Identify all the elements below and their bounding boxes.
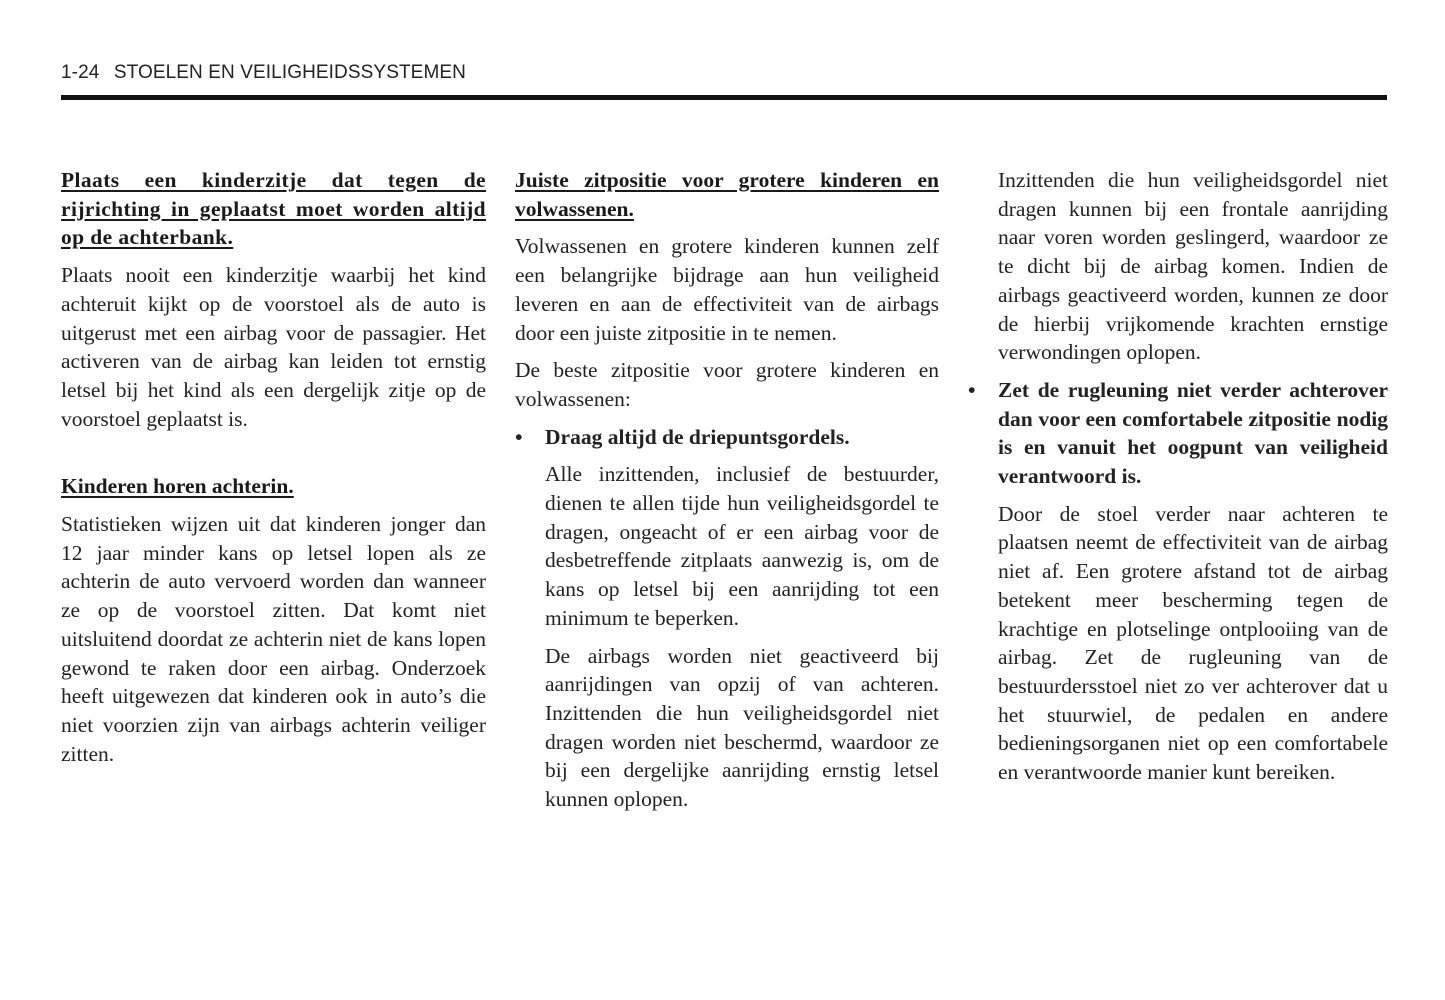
paragraph-frontal-impact: Inzittenden die hun veiligheidsgordel niet dragen kunnen bij een frontale aanrijding naar voren worden geslingerd, waardoor ze te dicht bij de airbag komen. Indien de airbags geactiveerd worden, kunnen ze door de hierbij vrijkomende krachten ernstige verwondingen oplopen. (998, 168, 1388, 365)
paragraph-adults-contribution: Volwassenen en grotere kinderen kunnen zelf een belangrijke bijdrage aan hun veiligheid leveren en aan de effectiviteit van de airbags door een juiste zitpositie in te nemen. (515, 234, 939, 345)
paragraph-all-occupants: Alle inzittenden, inclusief de bestuurder, dienen te allen tijde hun veiligheidsgordel te dragen, ongeacht of er een airbag voor de desbetreffende zitplaats aanwezig is, om de kans op letsel bij een aanrijding tot een minimum te beperken. (545, 462, 939, 630)
bullet-icon: • (968, 377, 976, 402)
column-left (61, 166, 486, 777)
bullet-text: Draag altijd de driepuntsgordels. (545, 424, 850, 449)
heading-rear-facing-seat: Plaats een kinderzitje dat tegen de rijrichting in geplaatst moet worden altijd op de achterbank. (61, 168, 486, 250)
column-middle (515, 166, 939, 823)
page-number: 1-24 (61, 62, 100, 83)
paragraph-side-impact: De airbags worden niet geactiveerd bij aanrijdingen van opzij of van achteren. Inzittenden die hun veiligheidsgordel niet dragen worden niet beschermd, waardoor ze bij een dergelijke aanrijding ernstig letsel kunnen oplopen. (545, 643, 939, 812)
column-right (968, 166, 1388, 796)
paragraph-best-position: De beste zitpositie voor grotere kinderen en volwassenen: (515, 358, 939, 411)
page-header (61, 62, 466, 84)
bullet-icon: • (515, 424, 523, 449)
spacer (61, 442, 486, 472)
bullet-backrest (968, 376, 1388, 491)
header-divider (61, 95, 1387, 100)
bullet-wear-seatbelts (515, 423, 939, 452)
heading-seating-position: Juiste zitpositie voor grotere kinderen en volwassenen. (515, 168, 939, 221)
bullet-text: Zet de rugleuning niet verder achterover dan voor een comfortabele zitpositie nodig is en vanuit het oogpunt van veiligheid verantwoord is. (998, 377, 1388, 489)
section-title: STOELEN EN VEILIGHEIDSSYSTEMEN (113, 62, 466, 83)
paragraph-rear-facing-warning: Plaats nooit een kinderzitje waarbij het kind achteruit kijkt op de voorstoel als de auto is uitgerust met een airbag voor de passagier. Het activeren van de airbag kan leiden tot ernstig letsel bij het kind als een dergelijk zitje op de voorstoel geplaatst is. (61, 263, 486, 431)
paragraph-seat-distance: Door de stoel verder naar achteren te plaatsen neemt de effectiviteit van de airbag niet af. Een grotere afstand tot de airbag betekent meer bescherming tegen de krachtige en plotselinge ontplooiing van de airbag. Zet de rugleuning van de bestuurdersstoel niet zo ver achterover dat u het stuurwiel, de pedalen en andere bedieningsorganen niet op een comfortabele en verantwoorde manier kunt bereiken. (998, 501, 1388, 785)
heading-children-in-back: Kinderen horen achterin. (61, 474, 294, 499)
paragraph-statistics: Statistieken wijzen uit dat kinderen jonger dan 12 jaar minder kans op letsel lopen als ze achterin de auto vervoerd worden dan wanneer ze op de voorstoel zitten. Dat komt niet uitsluitend doordat ze achterin niet de kans lopen gewond te raken door een airbag. Onderzoek heeft uitgewezen dat kinderen ook in auto’s die niet voorzien zijn van airbags achterin veiliger zitten. (61, 512, 486, 766)
